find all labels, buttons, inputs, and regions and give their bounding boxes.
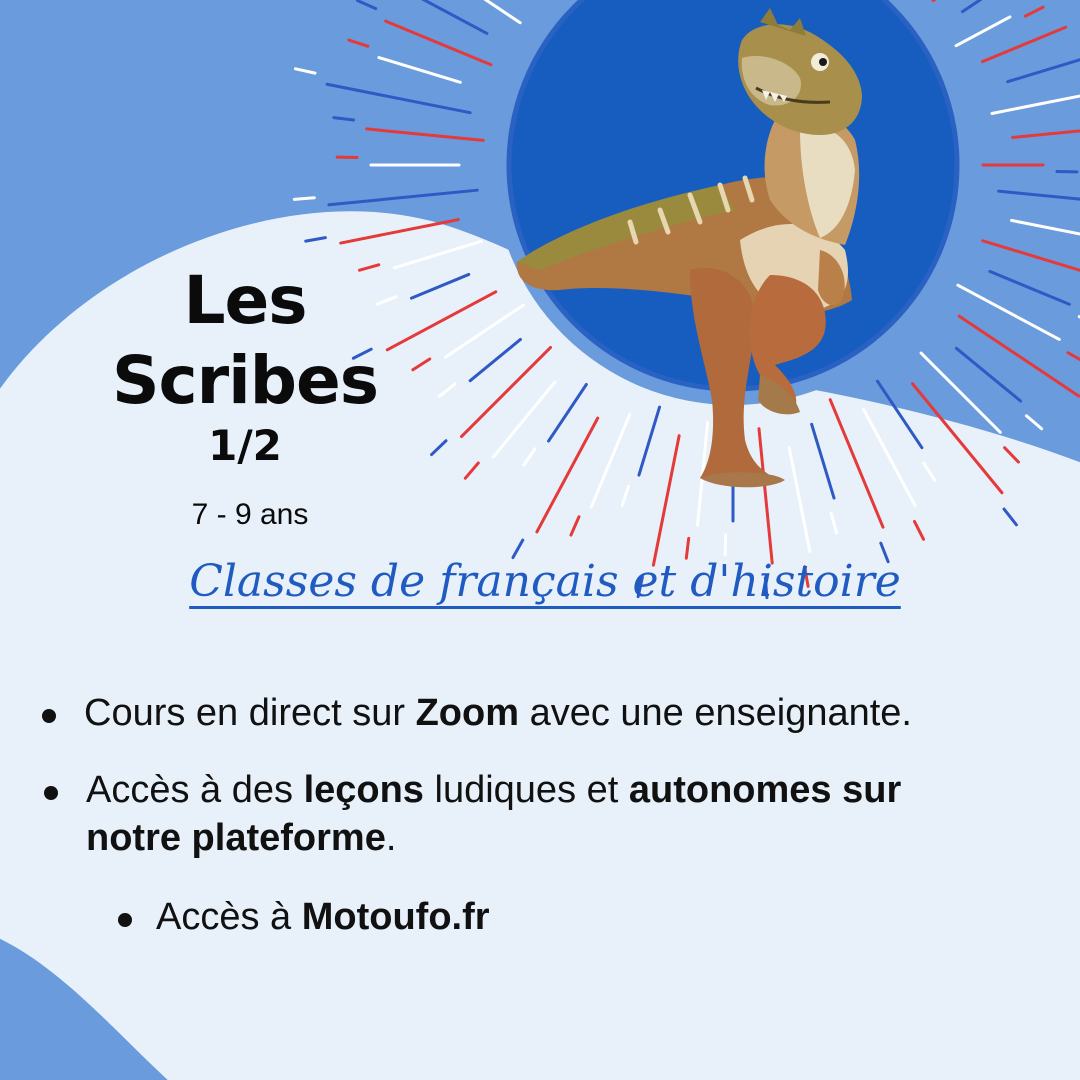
bullet-text: avec une enseignante. bbox=[519, 692, 912, 734]
bullet-text-bold: Motoufo.fr bbox=[301, 896, 490, 938]
bullet-line bbox=[86, 818, 396, 860]
title-line-les: Les bbox=[183, 262, 307, 339]
bullet-item-lecons bbox=[86, 770, 1046, 866]
subtitle: Classes de français et d'histoire bbox=[189, 556, 901, 607]
bullet-text: ludiques et bbox=[423, 769, 629, 811]
bullet-line bbox=[86, 770, 901, 812]
bullet-dot-3 bbox=[118, 913, 132, 927]
bullet-text: Accès à des bbox=[86, 769, 304, 811]
bullet-dot-1 bbox=[42, 709, 56, 723]
bullet-text-bold: autonomes sur bbox=[628, 769, 902, 811]
dinosaur-pupil bbox=[819, 58, 827, 66]
bullet-text-bold: Zoom bbox=[415, 692, 520, 734]
bullet-item-motoufo bbox=[156, 897, 856, 945]
bullet-dot-2 bbox=[44, 786, 58, 800]
bullet-item-zoom bbox=[84, 693, 1044, 741]
bullet-text-bold: leçons bbox=[303, 769, 424, 811]
bullet-line bbox=[156, 897, 490, 939]
bullet-text: Accès à bbox=[156, 896, 302, 938]
title-line-scribes: Scribes bbox=[111, 342, 379, 419]
title-level: 1/2 bbox=[208, 421, 282, 470]
bullet-text: . bbox=[385, 817, 397, 859]
bullet-text-bold: notre plateforme bbox=[86, 817, 386, 859]
bullet-text: Cours en direct sur bbox=[84, 692, 416, 734]
bullet-line bbox=[84, 693, 912, 735]
age-range: 7 - 9 ans bbox=[191, 498, 309, 531]
